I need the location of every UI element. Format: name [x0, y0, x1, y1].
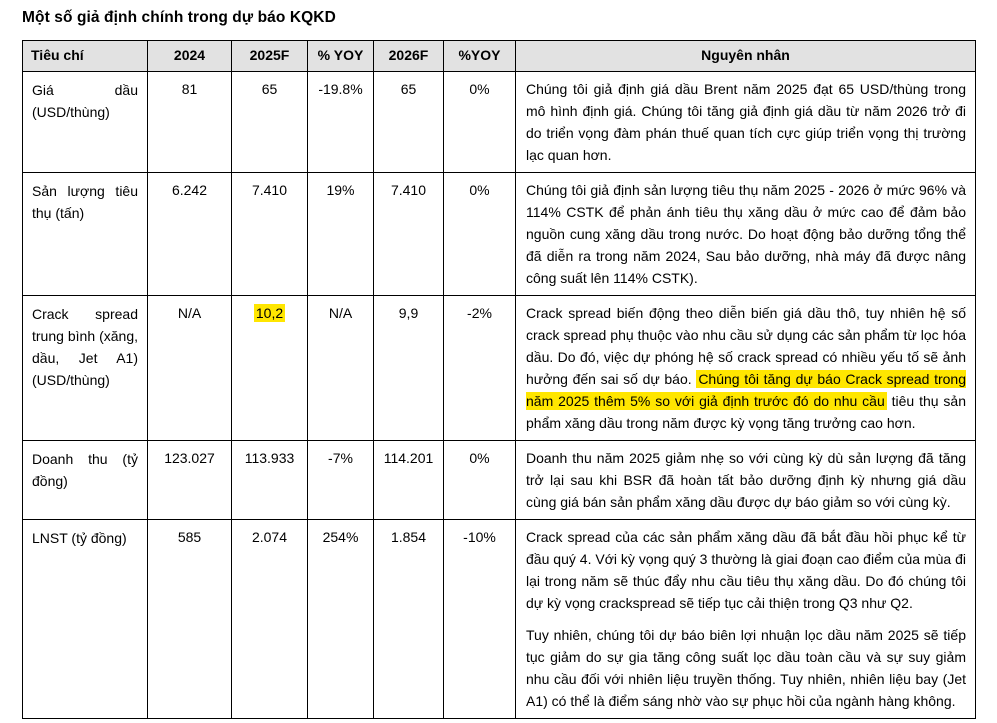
value-2026f: 1.854 — [374, 520, 444, 719]
page-title: Một số giả định chính trong dự báo KQKD — [22, 9, 336, 26]
value-2026f: 65 — [374, 72, 444, 173]
header-2025f: 2025F — [232, 41, 308, 72]
reason-text: tiêu thụ sản phẩm xăng dầu trong năm được kỳ vọng tăng trưởng cao hơn. — [526, 393, 966, 431]
value-yoy-2025: N/A — [308, 296, 374, 441]
table-row-sales-volume — [23, 173, 976, 296]
reason-cell — [516, 520, 976, 719]
table-row-crack-spread — [23, 296, 976, 441]
table-header-row — [23, 41, 976, 72]
header-criteria: Tiêu chí — [23, 41, 148, 72]
value-2024: 585 — [148, 520, 232, 719]
reason-cell: Chúng tôi giả định sản lượng tiêu thụ năm 2025 - 2026 ở mức 96% và 114% CSTK để phản ánh tiêu thụ xăng dầu ở mức cao để đảm bảo nguồn cung xăng dầu trong nước. Do hoạt động bảo dưỡng tổng thể đã diễn ra trong năm 2024, Sau bảo dưỡng, nhà máy đã được nâng công suất lên 114% CSTK). — [516, 173, 976, 296]
value-2024: 123.027 — [148, 441, 232, 520]
header-2024: 2024 — [148, 41, 232, 72]
value-yoy-2025: -19.8% — [308, 72, 374, 173]
criteria-cell: LNST (tỷ đồng) — [23, 520, 148, 719]
value-yoy-2025: -7% — [308, 441, 374, 520]
value-yoy-2026: -2% — [444, 296, 516, 441]
value-yoy-2026: 0% — [444, 441, 516, 520]
criteria-cell: Sản lượng tiêu thụ (tấn) — [23, 173, 148, 296]
value-2025f: 2.074 — [232, 520, 308, 719]
value-yoy-2025: 254% — [308, 520, 374, 719]
value-2025f-highlighted — [232, 296, 308, 441]
header-yoy-2026: %YOY — [444, 41, 516, 72]
header-yoy-2025: % YOY — [308, 41, 374, 72]
value-2026f: 7.410 — [374, 173, 444, 296]
criteria-cell: Doanh thu (tỷ đồng) — [23, 441, 148, 520]
highlighted-sentence: Chúng tôi tăng dự báo Crack spread trong năm 2025 thêm 5% so với giả định trước đó do nhu cầu — [526, 371, 966, 409]
table-row-net-profit — [23, 520, 976, 719]
value-2025f: 65 — [232, 72, 308, 173]
reason-text: Crack spread biến động theo diễn biến giá dầu thô, tuy nhiên hệ số crack spread phụ thuộc vào nhu cầu sử dụng các sản phẩm từ lọc hóa dầu. Do đó, việc dự phóng hệ số crack spread có nhiều yếu tố sẽ ảnh hưởng đến sai số dự báo. — [526, 305, 966, 387]
assumptions-table — [22, 40, 976, 719]
criteria-cell: Crack spread trung bình (xăng, dầu, Jet A1) (USD/thùng) — [23, 296, 148, 441]
value-2026f: 9,9 — [374, 296, 444, 441]
value-2026f: 114.201 — [374, 441, 444, 520]
value-2024: 6.242 — [148, 173, 232, 296]
value-yoy-2025: 19% — [308, 173, 374, 296]
table-row-oil-price — [23, 72, 976, 173]
value-2024: 81 — [148, 72, 232, 173]
value-2025f: 7.410 — [232, 173, 308, 296]
header-reason: Nguyên nhân — [516, 41, 976, 72]
value-2024: N/A — [148, 296, 232, 441]
table-row-revenue — [23, 441, 976, 520]
highlight-marker: 10,2 — [255, 305, 284, 321]
header-2026f: 2026F — [374, 41, 444, 72]
value-yoy-2026: 0% — [444, 173, 516, 296]
reason-cell: Chúng tôi giả định giá dầu Brent năm 2025 đạt 65 USD/thùng trong mô hình định giá. Chúng tôi tăng giả định giá dầu từ năm 2026 trở đi do triển vọng đàm phán thuế quan tích cực giúp triển vọng thị trường lạc quan hơn. — [516, 72, 976, 173]
reason-paragraph-1: Crack spread của các sản phẩm xăng dầu đã bắt đầu hồi phục kể từ đầu quý 4. Với kỳ vọng quý 3 thường là giai đoạn cao điểm của mùa đi lại trong năm sẽ thúc đẩy nhu cầu tiêu thụ xăng dầu. Do đó chúng tôi dự kỳ vọng crackspread sẽ tiếp tục cải thiện trong Q3 như Q2. — [526, 529, 966, 611]
reason-cell: Doanh thu năm 2025 giảm nhẹ so với cùng kỳ dù sản lượng đã tăng trở lại sau khi BSR đã hoàn tất bảo dưỡng định kỳ nhưng giá dầu cùng giá bán sản phẩm xăng dầu được dự báo giảm so với cùng kỳ. — [516, 441, 976, 520]
value-yoy-2026: 0% — [444, 72, 516, 173]
reason-paragraph-2: Tuy nhiên, chúng tôi dự báo biên lợi nhuận lọc dầu năm 2025 sẽ tiếp tục giảm do sự gia tăng công suất lọc dầu toàn cầu và sự suy giảm nhu cầu đối với nhiên liệu truyền thống. Tuy nhiên, nhiên liệu bay (Jet A1) có thể là điểm sáng nhờ vào sự phục hồi của ngành hàng không. — [526, 627, 966, 709]
value-2025f: 113.933 — [232, 441, 308, 520]
reason-cell — [516, 296, 976, 441]
value-yoy-2026: -10% — [444, 520, 516, 719]
criteria-cell: Giá dầu (USD/thùng) — [23, 72, 148, 173]
